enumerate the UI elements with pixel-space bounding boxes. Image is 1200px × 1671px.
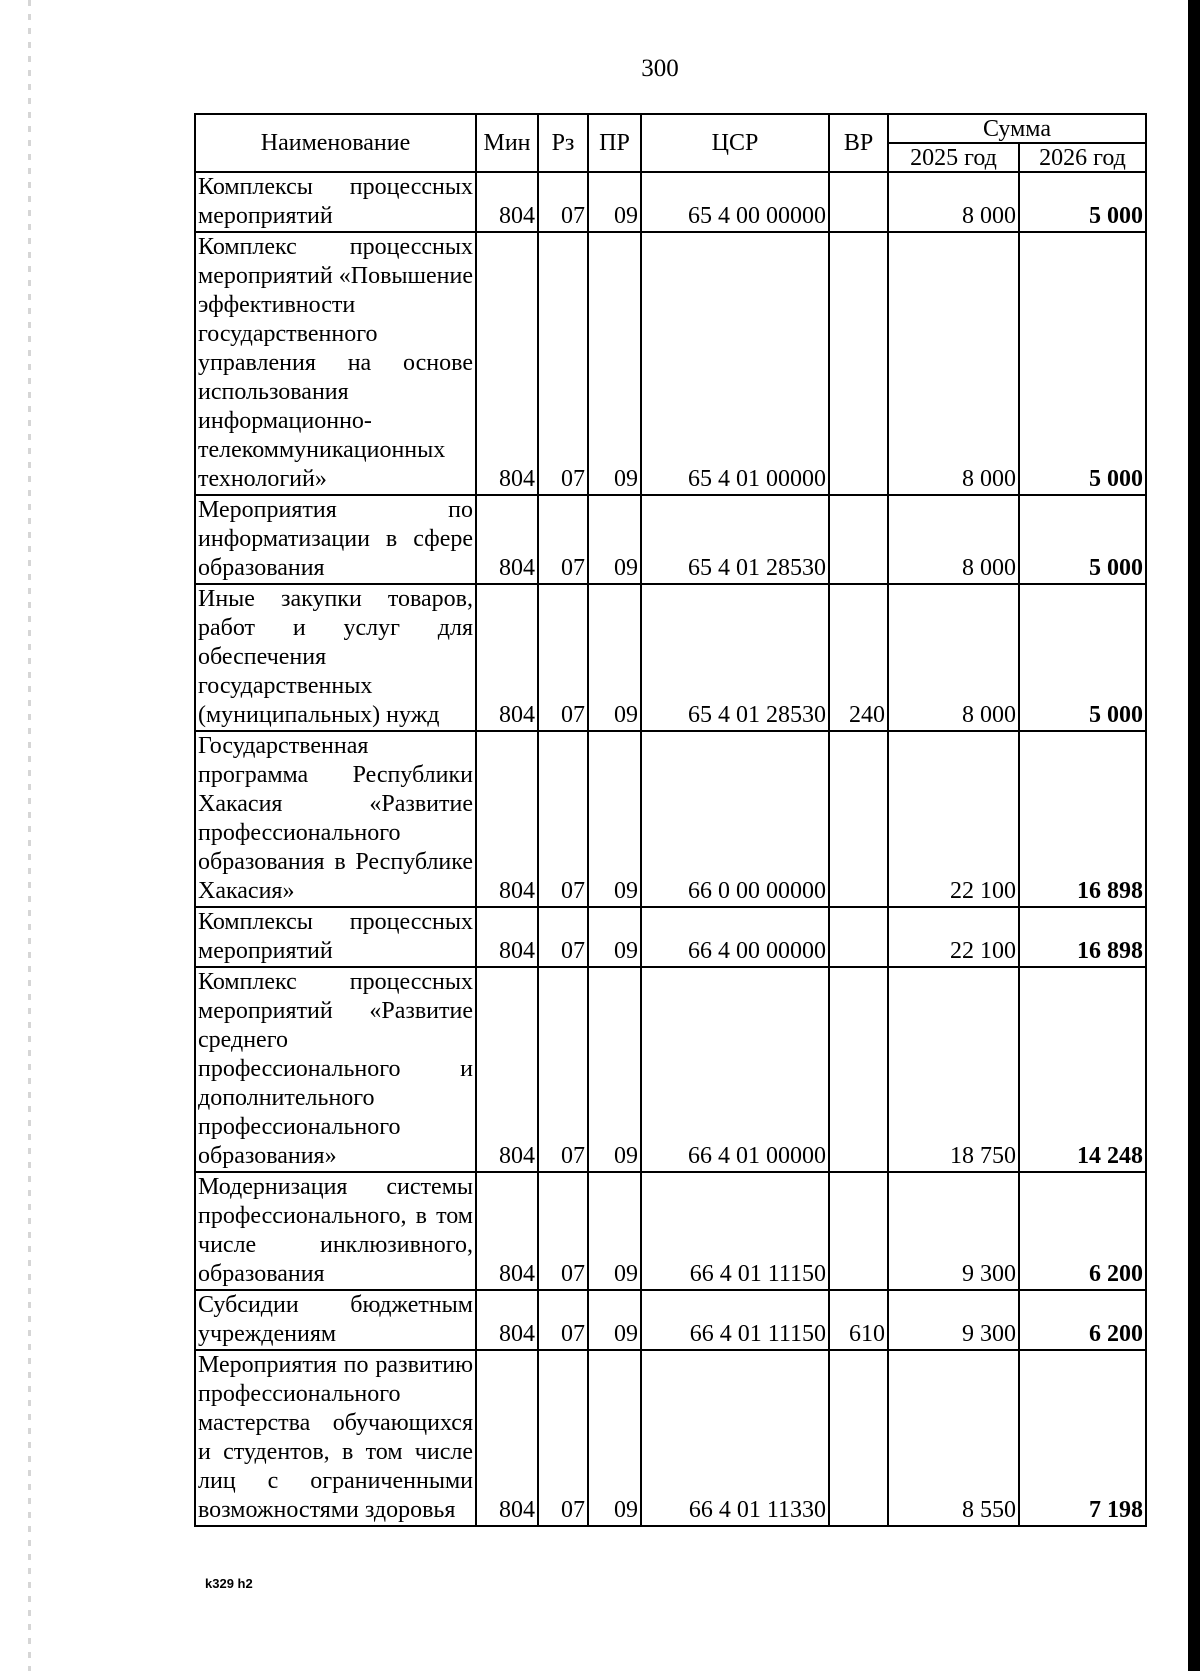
cell-min: 804 xyxy=(476,495,538,584)
cell-csr: 66 0 00 00000 xyxy=(641,731,829,907)
cell-sum-2025: 9 300 xyxy=(888,1172,1019,1290)
cell-min: 804 xyxy=(476,584,538,731)
cell-name: Субсидии бюджетным учреждениям xyxy=(195,1290,476,1350)
cell-csr: 65 4 01 28530 xyxy=(641,584,829,731)
cell-rz: 07 xyxy=(538,232,588,495)
cell-sum-2025: 22 100 xyxy=(888,907,1019,967)
cell-csr: 65 4 01 00000 xyxy=(641,232,829,495)
cell-sum-2025: 8 000 xyxy=(888,495,1019,584)
table-row xyxy=(195,907,1146,967)
cell-csr: 66 4 01 00000 xyxy=(641,967,829,1172)
cell-pr: 09 xyxy=(588,967,641,1172)
cell-rz: 07 xyxy=(538,495,588,584)
cell-name: Иные закупки товаров, работ и услуг для обеспечения государственных (муниципальных) нужд xyxy=(195,584,476,731)
cell-pr: 09 xyxy=(588,1290,641,1350)
cell-pr: 09 xyxy=(588,1350,641,1526)
cell-min: 804 xyxy=(476,967,538,1172)
scan-edge-left xyxy=(28,0,31,1671)
cell-csr: 66 4 01 11330 xyxy=(641,1350,829,1526)
table-row xyxy=(195,172,1146,232)
header-rz: Рз xyxy=(538,114,588,172)
cell-pr: 09 xyxy=(588,584,641,731)
cell-min: 804 xyxy=(476,1172,538,1290)
cell-sum-2026: 16 898 xyxy=(1019,907,1146,967)
cell-name: Модернизация системы профессионального, в том числе инклюзивного, образования xyxy=(195,1172,476,1290)
cell-pr: 09 xyxy=(588,1172,641,1290)
table-row xyxy=(195,1350,1146,1526)
cell-rz: 07 xyxy=(538,172,588,232)
cell-sum-2025: 8 000 xyxy=(888,232,1019,495)
cell-vr xyxy=(829,907,888,967)
cell-sum-2026: 5 000 xyxy=(1019,495,1146,584)
cell-rz: 07 xyxy=(538,1290,588,1350)
cell-sum-2025: 18 750 xyxy=(888,967,1019,1172)
header-min: Мин xyxy=(476,114,538,172)
cell-rz: 07 xyxy=(538,1350,588,1526)
cell-csr: 65 4 00 00000 xyxy=(641,172,829,232)
cell-vr xyxy=(829,967,888,1172)
cell-sum-2026: 5 000 xyxy=(1019,584,1146,731)
header-csr: ЦСР xyxy=(641,114,829,172)
header-sum: Сумма xyxy=(888,114,1146,143)
cell-min: 804 xyxy=(476,731,538,907)
cell-min: 804 xyxy=(476,172,538,232)
cell-sum-2026: 6 200 xyxy=(1019,1290,1146,1350)
cell-pr: 09 xyxy=(588,907,641,967)
table-row xyxy=(195,495,1146,584)
cell-csr: 66 4 01 11150 xyxy=(641,1290,829,1350)
header-vr: ВР xyxy=(829,114,888,172)
header-pr: ПР xyxy=(588,114,641,172)
cell-sum-2026: 5 000 xyxy=(1019,172,1146,232)
cell-sum-2025: 22 100 xyxy=(888,731,1019,907)
budget-table xyxy=(194,113,1147,1527)
header-year-2026: 2026 год xyxy=(1019,143,1146,172)
cell-vr xyxy=(829,1172,888,1290)
table-body xyxy=(195,172,1146,1526)
cell-csr: 66 4 01 11150 xyxy=(641,1172,829,1290)
cell-min: 804 xyxy=(476,907,538,967)
table-row xyxy=(195,584,1146,731)
cell-vr: 240 xyxy=(829,584,888,731)
header-name: Наименование xyxy=(195,114,476,172)
cell-csr: 66 4 00 00000 xyxy=(641,907,829,967)
table-row xyxy=(195,731,1146,907)
cell-name: Комплекс процессных мероприятий «Повышение эффективности государственного управления на основе использования информационно-телекоммуникационных технологий» xyxy=(195,232,476,495)
cell-pr: 09 xyxy=(588,172,641,232)
scan-edge-right xyxy=(1188,0,1200,1671)
cell-name: Государственная программа Республики Хакасия «Развитие профессионального образования в Республике Хакасия» xyxy=(195,731,476,907)
table-header xyxy=(195,114,1146,172)
cell-csr: 65 4 01 28530 xyxy=(641,495,829,584)
table-row xyxy=(195,232,1146,495)
cell-sum-2026: 14 248 xyxy=(1019,967,1146,1172)
page-number: 300 xyxy=(641,55,679,82)
cell-sum-2026: 6 200 xyxy=(1019,1172,1146,1290)
cell-min: 804 xyxy=(476,1290,538,1350)
cell-rz: 07 xyxy=(538,731,588,907)
cell-rz: 07 xyxy=(538,907,588,967)
cell-name: Комплексы процессных мероприятий xyxy=(195,907,476,967)
cell-vr xyxy=(829,731,888,907)
cell-pr: 09 xyxy=(588,495,641,584)
cell-sum-2026: 16 898 xyxy=(1019,731,1146,907)
table-row xyxy=(195,967,1146,1172)
cell-name: Мероприятия по информатизации в сфере образования xyxy=(195,495,476,584)
cell-rz: 07 xyxy=(538,967,588,1172)
cell-vr xyxy=(829,172,888,232)
cell-name: Мероприятия по развитию профессионального мастерства обучающихся и студентов, в том числе лиц с ограниченными возможностями здоровья xyxy=(195,1350,476,1526)
cell-sum-2025: 8 000 xyxy=(888,584,1019,731)
cell-min: 804 xyxy=(476,232,538,495)
table-row xyxy=(195,1290,1146,1350)
cell-pr: 09 xyxy=(588,232,641,495)
cell-sum-2026: 5 000 xyxy=(1019,232,1146,495)
cell-rz: 07 xyxy=(538,584,588,731)
cell-sum-2026: 7 198 xyxy=(1019,1350,1146,1526)
cell-min: 804 xyxy=(476,1350,538,1526)
cell-vr xyxy=(829,1350,888,1526)
cell-rz: 07 xyxy=(538,1172,588,1290)
cell-sum-2025: 8 000 xyxy=(888,172,1019,232)
cell-name: Комплексы процессных мероприятий xyxy=(195,172,476,232)
header-year-2025: 2025 год xyxy=(888,143,1019,172)
table-row xyxy=(195,1172,1146,1290)
cell-vr xyxy=(829,232,888,495)
cell-sum-2025: 8 550 xyxy=(888,1350,1019,1526)
cell-vr: 610 xyxy=(829,1290,888,1350)
cell-sum-2025: 9 300 xyxy=(888,1290,1019,1350)
cell-pr: 09 xyxy=(588,731,641,907)
cell-vr xyxy=(829,495,888,584)
cell-name: Комплекс процессных мероприятий «Развитие среднего профессионального и дополнительного профессионального образования» xyxy=(195,967,476,1172)
document-code: k329 h2 xyxy=(205,1576,253,1591)
